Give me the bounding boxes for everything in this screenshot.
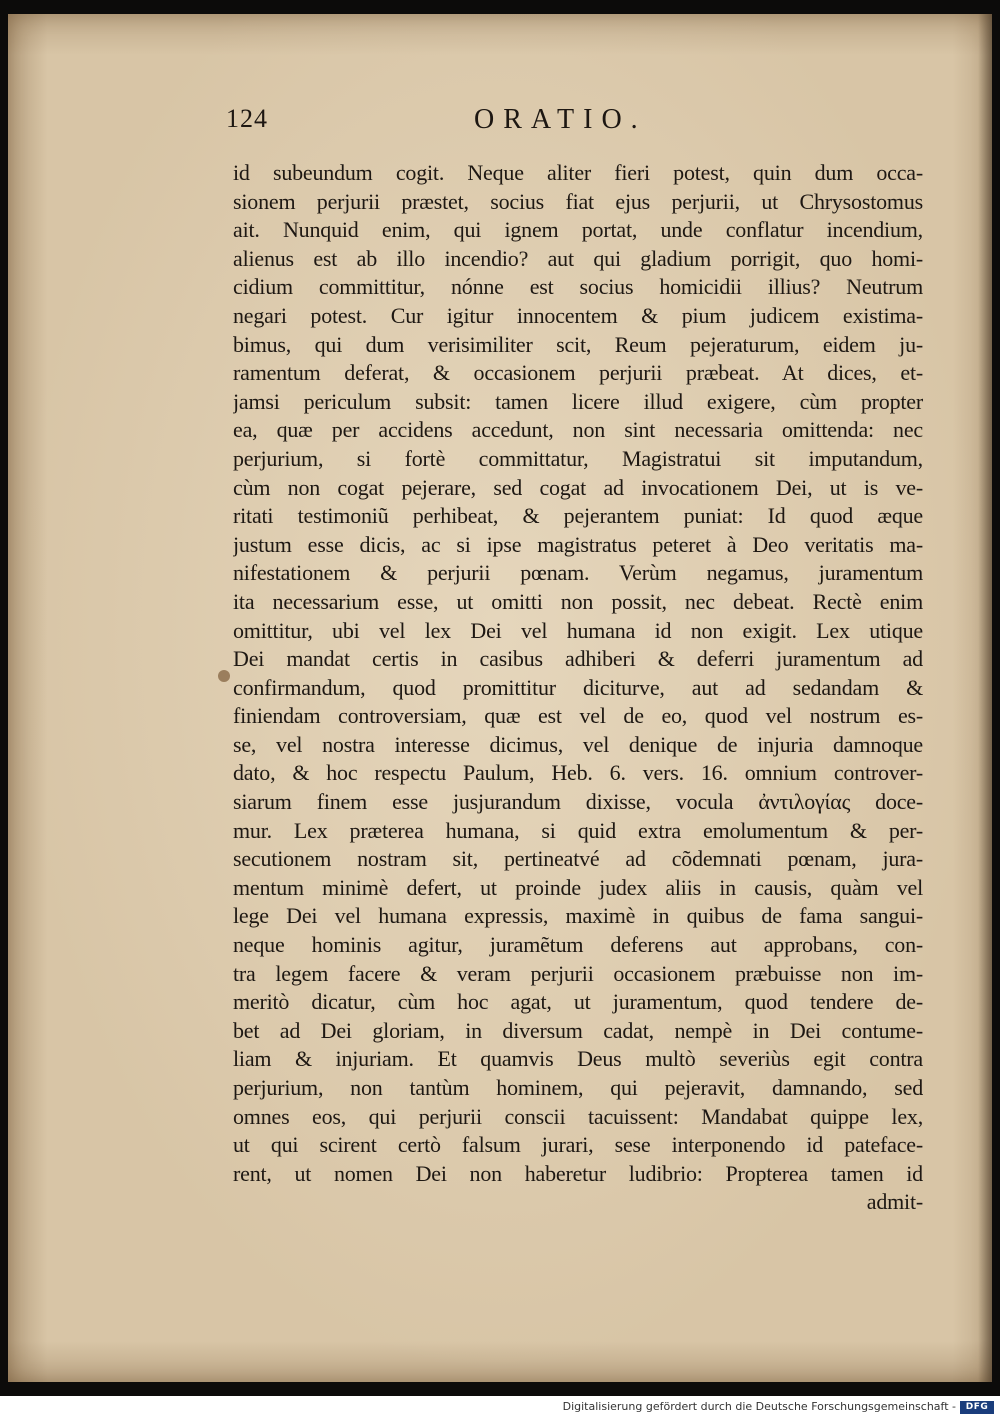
running-head-title: ORATIO. bbox=[474, 104, 647, 135]
text-line: id subeundum cogit. Neque aliter fieri potest, quin dum occa- bbox=[233, 160, 923, 185]
text-line: mur. Lex præterea humana, si quid extra emolumentum & per- bbox=[233, 817, 923, 843]
text-line: secutionem nostram sit, pertineatvé ad cõdemnati pœnam, jura- bbox=[233, 846, 923, 872]
page-number: 124 bbox=[226, 104, 268, 133]
text-line: perjurium, si fortè committatur, Magistratui sit imputandum, bbox=[233, 445, 923, 471]
text-line: confirmandum, quod promittitur diciturve, aut ad sedandam & bbox=[233, 674, 923, 700]
text-line: siarum finem esse jusjurandum dixisse, vocula ἀντιλογίας doce- bbox=[233, 789, 923, 815]
text-line: negari potest. Cur igitur innocentem & pium judicem existima- bbox=[233, 302, 923, 328]
text-line: dato, & hoc respectu Paulum, Heb. 6. vers. 16. omnium controver- bbox=[233, 760, 923, 786]
ink-blot bbox=[218, 670, 230, 682]
text-line: neque hominis agitur, juramẽtum deferens aut approbans, con- bbox=[233, 932, 923, 958]
running-head bbox=[226, 104, 676, 140]
text-line: cùm non cogat pejerare, sed cogat ad invocationem Dei, ut is ve- bbox=[233, 474, 923, 500]
text-line: sionem perjurii præstet, socius fiat ejus perjurii, ut Chrysostomus bbox=[233, 188, 923, 214]
text-line: alienus est ab illo incendio? aut qui gladium porrigit, quo homi- bbox=[233, 245, 923, 271]
text-line: ea, quæ per accidens accedunt, non sint necessaria omittenda: nec bbox=[233, 417, 923, 443]
text-line: Dei mandat certis in casibus adhiberi & deferri juramentum ad bbox=[233, 646, 923, 672]
text-line: lege Dei vel humana expressis, maximè in quibus de fama sangui- bbox=[233, 903, 923, 929]
text-line: ut qui scirent certò falsum jurari, sese interponendo id pateface- bbox=[233, 1132, 923, 1158]
dfg-logo-icon: DFG bbox=[960, 1401, 994, 1414]
page-edge-shadow bbox=[978, 14, 992, 1382]
text-line: omnes eos, qui perjurii conscii tacuissent: Mandabat quippe lex, bbox=[233, 1103, 923, 1129]
text-line: bet ad Dei gloriam, in diversum cadat, nempè in Dei contume- bbox=[233, 1017, 923, 1043]
text-line: tra legem facere & veram perjurii occasionem præbuisse non im- bbox=[233, 960, 923, 986]
catchword: admit- bbox=[866, 1189, 923, 1215]
footer-credit: Digitalisierung gefördert durch die Deutsche Forschungsgemeinschaft - bbox=[562, 1400, 956, 1413]
text-line: finiendam controversiam, quæ est vel de eo, quod vel nostrum es- bbox=[233, 703, 923, 729]
text-line: ait. Nunquid enim, qui ignem portat, unde conflatur incendium, bbox=[233, 217, 923, 243]
text-line: perjurium, non tantùm hominem, qui pejeravit, damnando, sed bbox=[233, 1075, 923, 1100]
text-line: meritò dicatur, cùm hoc agat, ut juramentum, quod tendere de- bbox=[233, 989, 923, 1015]
body-text bbox=[233, 159, 923, 1217]
text-line: mentum minimè defert, ut proinde judex aliis in causis, quàm vel bbox=[233, 874, 923, 900]
text-line: liam & injuriam. Et quamvis Deus multò severiùs egit contra bbox=[233, 1046, 923, 1072]
text-line: se, vel nostra interesse dicimus, vel denique de injuria damnoque bbox=[233, 731, 923, 757]
footer-bar bbox=[0, 1396, 1000, 1419]
text-line: rent, ut nomen Dei non haberetur ludibrio: Propterea tamen id bbox=[233, 1160, 923, 1186]
text-line: nifestationem & perjurii pœnam. Verùm negamus, juramentum bbox=[233, 560, 923, 586]
text-line: jamsi periculum subsit: tamen licere illud exigere, cùm propter bbox=[233, 388, 923, 414]
text-line: omittitur, ubi vel lex Dei vel humana id non exigit. Lex utique bbox=[233, 617, 923, 643]
text-line: ita necessarium esse, ut omitti non possit, nec debeat. Rectè enim bbox=[233, 588, 923, 614]
text-line: bimus, qui dum verisimiliter scit, Reum pejeraturum, eidem ju- bbox=[233, 331, 923, 357]
text-line: ramentum deferat, & occasionem perjurii præbeat. At dices, et- bbox=[233, 360, 923, 386]
text-line: cidium committitur, nónne est socius homicidii illius? Neutrum bbox=[233, 274, 923, 300]
text-line: justum esse dicis, ac si ipse magistratus peteret à Deo veritatis ma- bbox=[233, 531, 923, 557]
text-line: ritati testimoniũ perhibeat, & pejerantem puniat: Id quod æque bbox=[233, 503, 923, 529]
